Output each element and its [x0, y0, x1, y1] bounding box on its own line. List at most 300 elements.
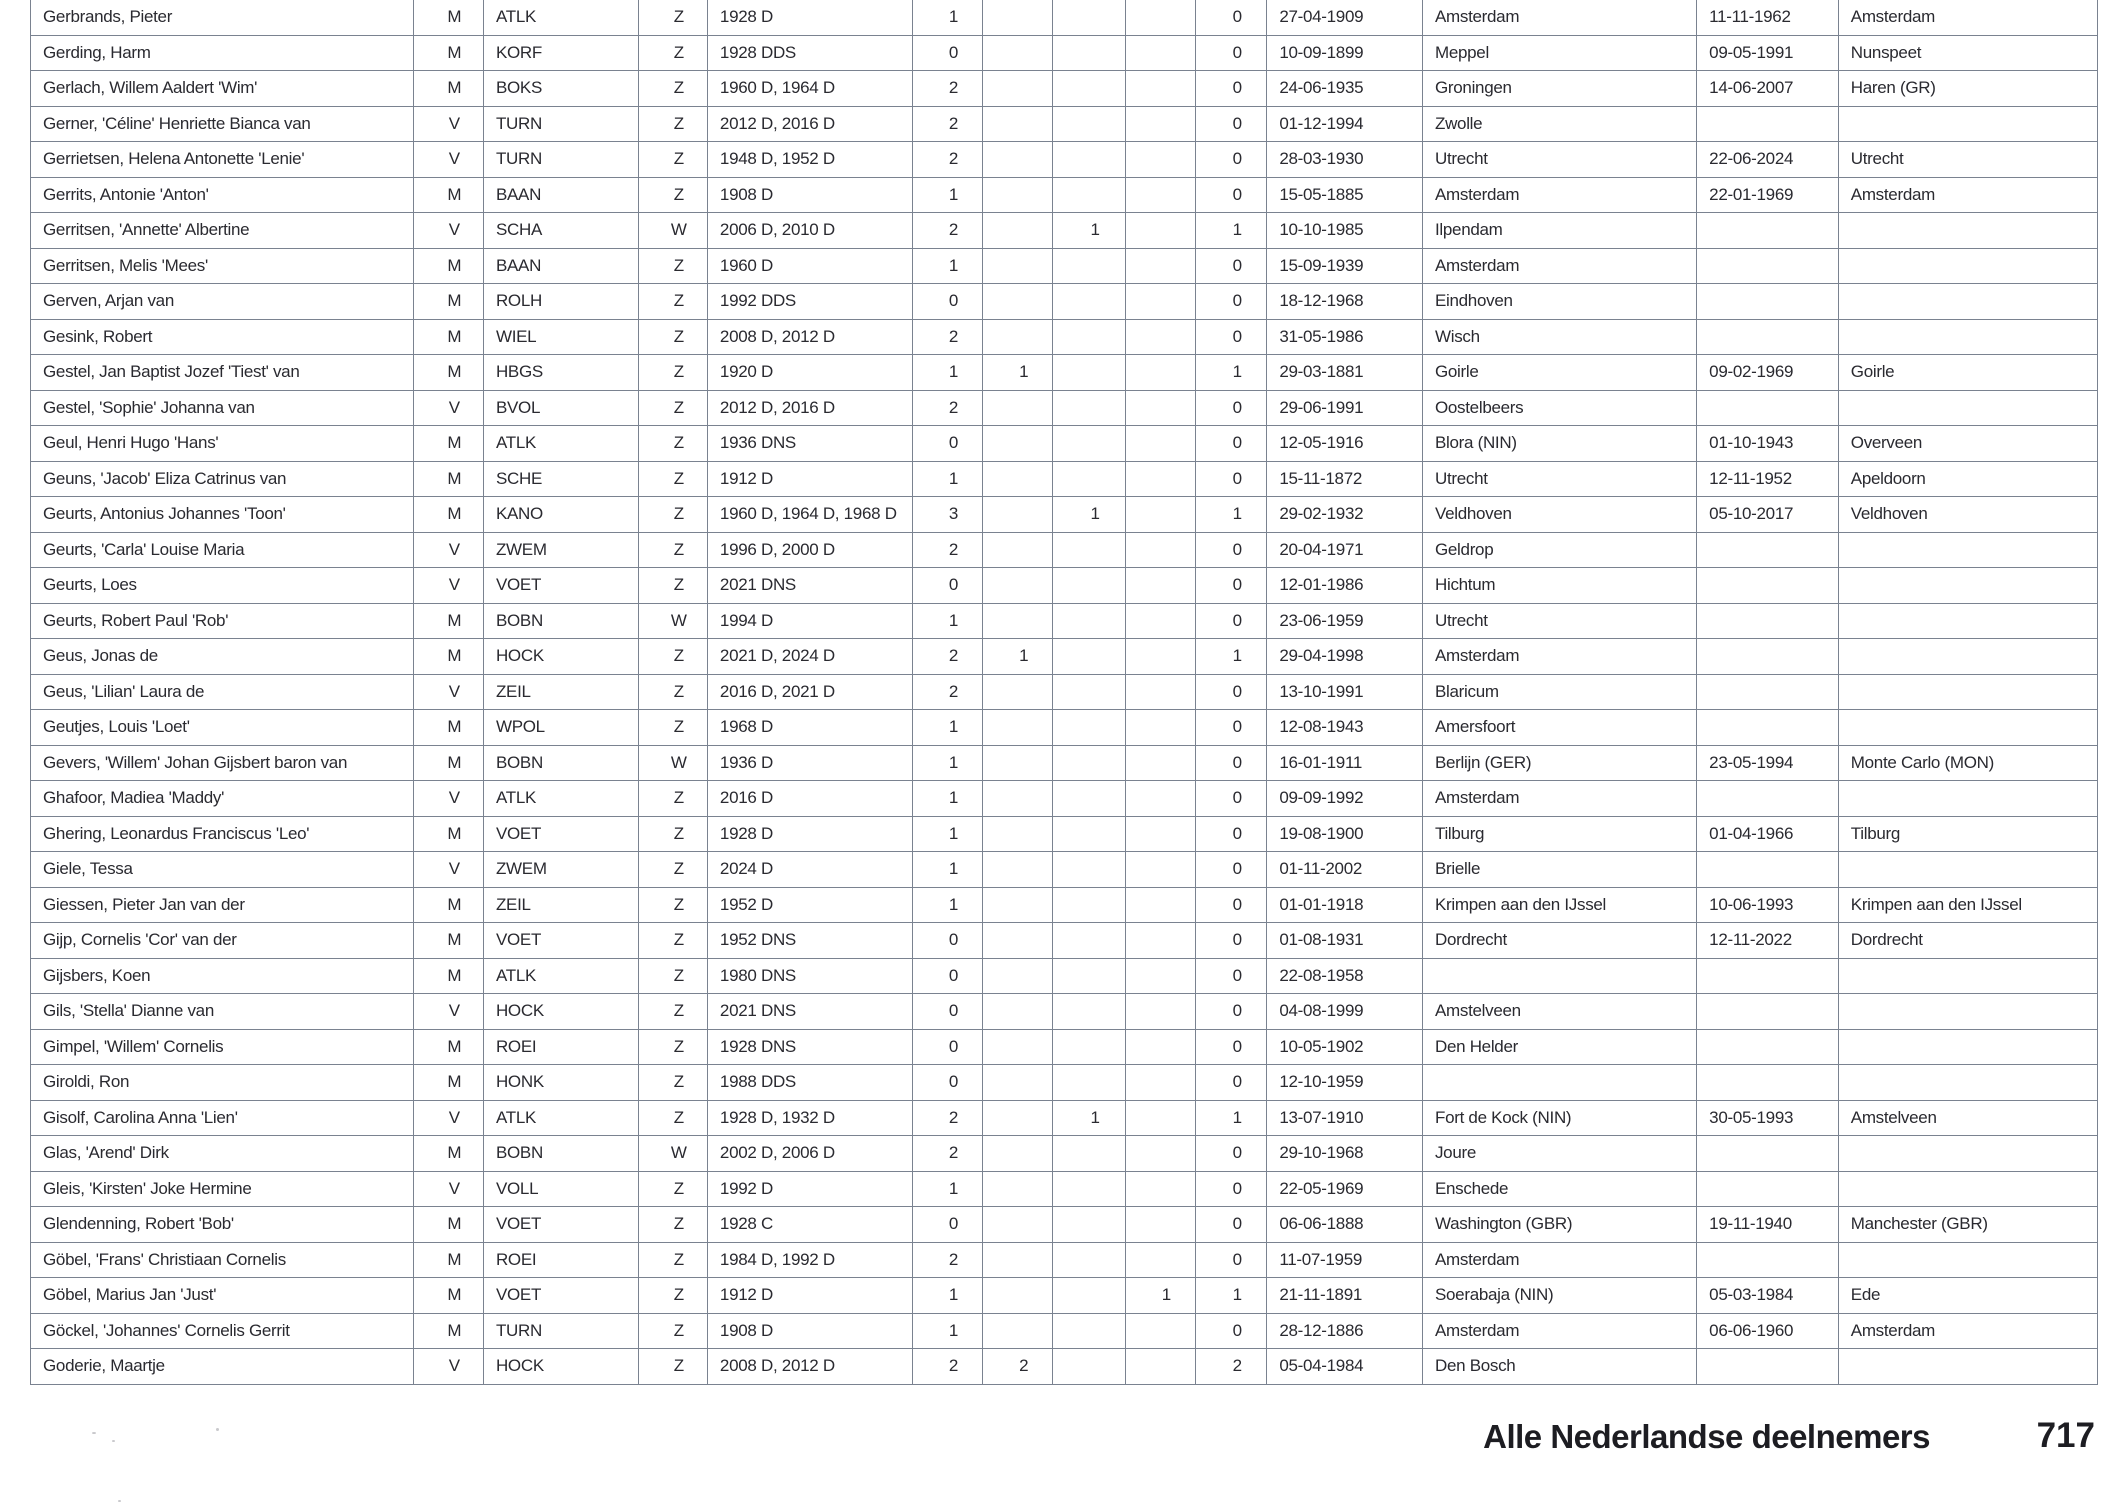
cell-birth-place: Washington (GBR) [1422, 1207, 1696, 1243]
cell-medals-total: 0 [1196, 852, 1267, 888]
cell-games: 2002 D, 2006 D [707, 1136, 912, 1172]
cell-participations: 1 [912, 461, 982, 497]
cell-birth-date: 16-01-1911 [1267, 745, 1423, 781]
cell-birth-date: 24-06-1935 [1267, 71, 1423, 107]
cell-death-date [1697, 568, 1839, 604]
cell-silver [1053, 674, 1125, 710]
cell-games: 2021 D, 2024 D [707, 639, 912, 675]
cell-name: Gijsbers, Koen [31, 958, 414, 994]
cell-silver [1053, 177, 1125, 213]
cell-death-date [1697, 284, 1839, 320]
cell-death-date [1697, 852, 1839, 888]
cell-birth-place: Eindhoven [1422, 284, 1696, 320]
cell-games: 1948 D, 1952 D [707, 142, 912, 178]
cell-silver [1053, 426, 1125, 462]
cell-silver [1053, 1065, 1125, 1101]
cell-birth-date: 10-10-1985 [1267, 213, 1423, 249]
cell-gender: M [413, 355, 483, 391]
cell-death-place [1838, 781, 2097, 817]
footer-section-title: Alle Nederlandse deelnemers [1483, 1418, 1930, 1455]
cell-birth-date: 10-09-1899 [1267, 35, 1423, 71]
cell-participations: 1 [912, 1171, 982, 1207]
cell-season: Z [638, 1065, 707, 1101]
cell-medals-total: 0 [1196, 887, 1267, 923]
cell-silver [1053, 390, 1125, 426]
table-row [31, 852, 2098, 888]
cell-games: 2016 D, 2021 D [707, 674, 912, 710]
cell-medals-total: 0 [1196, 994, 1267, 1030]
table-row [31, 142, 2098, 178]
table-row [31, 994, 2098, 1030]
cell-bronze [1125, 390, 1195, 426]
cell-gender: M [413, 1242, 483, 1278]
cell-season: Z [638, 426, 707, 462]
cell-medals-total: 0 [1196, 1171, 1267, 1207]
table-row [31, 1029, 2098, 1065]
cell-season: Z [638, 142, 707, 178]
cell-participations: 2 [912, 106, 982, 142]
cell-participations: 1 [912, 781, 982, 817]
cell-gender: M [413, 1029, 483, 1065]
cell-name: Geus, Jonas de [31, 639, 414, 675]
cell-name: Gerven, Arjan van [31, 284, 414, 320]
cell-birth-date: 29-03-1881 [1267, 355, 1423, 391]
cell-birth-place: Utrecht [1422, 603, 1696, 639]
cell-gender: M [413, 0, 483, 35]
cell-medals-total: 0 [1196, 248, 1267, 284]
cell-season: Z [638, 461, 707, 497]
cell-medals-total: 0 [1196, 603, 1267, 639]
cell-name: Gerbrands, Pieter [31, 0, 414, 35]
cell-sport: TURN [483, 106, 638, 142]
cell-death-date: 22-01-1969 [1697, 177, 1839, 213]
cell-silver [1053, 1171, 1125, 1207]
cell-death-date [1697, 532, 1839, 568]
cell-birth-date: 28-12-1886 [1267, 1313, 1423, 1349]
table-row [31, 532, 2098, 568]
cell-death-date [1697, 1349, 1839, 1385]
cell-silver [1053, 248, 1125, 284]
cell-gender: M [413, 461, 483, 497]
cell-gold [983, 745, 1053, 781]
table-row [31, 0, 2098, 35]
cell-games: 1994 D [707, 603, 912, 639]
cell-birth-place: Krimpen aan den IJssel [1422, 887, 1696, 923]
cell-birth-place: Amsterdam [1422, 781, 1696, 817]
cell-gold [983, 1278, 1053, 1314]
cell-season: W [638, 603, 707, 639]
cell-death-place [1838, 532, 2097, 568]
cell-medals-total: 0 [1196, 1242, 1267, 1278]
cell-gender: V [413, 1171, 483, 1207]
cell-gender: M [413, 35, 483, 71]
cell-birth-place: Dordrecht [1422, 923, 1696, 959]
cell-season: Z [638, 852, 707, 888]
cell-games: 1928 D, 1932 D [707, 1100, 912, 1136]
cell-sport: VOET [483, 816, 638, 852]
cell-silver [1053, 852, 1125, 888]
cell-birth-place: Utrecht [1422, 461, 1696, 497]
cell-death-date [1697, 1136, 1839, 1172]
cell-gender: V [413, 532, 483, 568]
cell-gender: M [413, 284, 483, 320]
cell-silver [1053, 1349, 1125, 1385]
cell-gender: M [413, 745, 483, 781]
cell-bronze: 1 [1125, 1278, 1195, 1314]
cell-gold [983, 994, 1053, 1030]
cell-participations: 0 [912, 426, 982, 462]
page-number: 717 [2036, 1416, 2095, 1455]
cell-birth-place: Utrecht [1422, 142, 1696, 178]
cell-games: 2012 D, 2016 D [707, 390, 912, 426]
cell-games: 1928 D [707, 816, 912, 852]
cell-birth-date: 09-09-1992 [1267, 781, 1423, 817]
cell-sport: VOET [483, 1207, 638, 1243]
cell-silver [1053, 106, 1125, 142]
cell-bronze [1125, 1029, 1195, 1065]
cell-death-place: Utrecht [1838, 142, 2097, 178]
cell-gender: V [413, 1349, 483, 1385]
cell-gender: M [413, 1313, 483, 1349]
cell-birth-date: 29-10-1968 [1267, 1136, 1423, 1172]
cell-silver [1053, 745, 1125, 781]
cell-participations: 1 [912, 603, 982, 639]
cell-gold [983, 852, 1053, 888]
cell-death-date [1697, 710, 1839, 746]
cell-medals-total: 0 [1196, 923, 1267, 959]
scan-speck [216, 1428, 219, 1431]
cell-medals-total: 0 [1196, 745, 1267, 781]
cell-gold [983, 106, 1053, 142]
cell-birth-date: 12-05-1916 [1267, 426, 1423, 462]
cell-birth-place [1422, 1065, 1696, 1101]
cell-birth-date: 21-11-1891 [1267, 1278, 1423, 1314]
cell-death-date: 11-11-1962 [1697, 0, 1839, 35]
cell-medals-total: 0 [1196, 426, 1267, 462]
cell-season: Z [638, 1313, 707, 1349]
cell-name: Glendenning, Robert 'Bob' [31, 1207, 414, 1243]
cell-name: Ghafoor, Madiea 'Maddy' [31, 781, 414, 817]
cell-medals-total: 0 [1196, 1207, 1267, 1243]
cell-name: Gerding, Harm [31, 35, 414, 71]
cell-games: 1992 D [707, 1171, 912, 1207]
cell-gold [983, 958, 1053, 994]
cell-sport: SCHE [483, 461, 638, 497]
table-row [31, 639, 2098, 675]
cell-medals-total: 2 [1196, 1349, 1267, 1385]
cell-birth-place: Den Bosch [1422, 1349, 1696, 1385]
cell-name: Geul, Henri Hugo 'Hans' [31, 426, 414, 462]
table-row [31, 1349, 2098, 1385]
cell-medals-total: 0 [1196, 390, 1267, 426]
cell-sport: WPOL [483, 710, 638, 746]
cell-death-place [1838, 603, 2097, 639]
cell-gender: M [413, 319, 483, 355]
cell-gold [983, 71, 1053, 107]
table-row [31, 213, 2098, 249]
cell-silver [1053, 1278, 1125, 1314]
cell-death-date: 05-10-2017 [1697, 497, 1839, 533]
cell-games: 2016 D [707, 781, 912, 817]
cell-birth-date: 18-12-1968 [1267, 284, 1423, 320]
cell-games: 1928 D [707, 0, 912, 35]
cell-birth-place: Veldhoven [1422, 497, 1696, 533]
cell-death-place [1838, 674, 2097, 710]
cell-participations: 0 [912, 994, 982, 1030]
cell-medals-total: 0 [1196, 1029, 1267, 1065]
cell-death-date: 22-06-2024 [1697, 142, 1839, 178]
table-row [31, 426, 2098, 462]
cell-birth-place: Brielle [1422, 852, 1696, 888]
cell-gold [983, 142, 1053, 178]
cell-season: Z [638, 1349, 707, 1385]
cell-death-place [1838, 248, 2097, 284]
cell-death-place: Krimpen aan den IJssel [1838, 887, 2097, 923]
cell-medals-total: 0 [1196, 142, 1267, 178]
cell-sport: ZWEM [483, 532, 638, 568]
cell-bronze [1125, 355, 1195, 391]
cell-death-date: 06-06-1960 [1697, 1313, 1839, 1349]
cell-season: Z [638, 1029, 707, 1065]
cell-birth-place: Amsterdam [1422, 248, 1696, 284]
cell-name: Gerlach, Willem Aaldert 'Wim' [31, 71, 414, 107]
cell-medals-total: 0 [1196, 71, 1267, 107]
cell-season: Z [638, 106, 707, 142]
cell-bronze [1125, 532, 1195, 568]
table-row [31, 781, 2098, 817]
cell-medals-total: 0 [1196, 816, 1267, 852]
cell-medals-total: 0 [1196, 532, 1267, 568]
cell-gold [983, 1136, 1053, 1172]
cell-gold [983, 1065, 1053, 1101]
cell-games: 2021 DNS [707, 994, 912, 1030]
cell-sport: ZWEM [483, 852, 638, 888]
cell-death-date [1697, 390, 1839, 426]
cell-birth-place: Wisch [1422, 319, 1696, 355]
cell-participations: 2 [912, 319, 982, 355]
cell-gold [983, 532, 1053, 568]
cell-sport: ATLK [483, 958, 638, 994]
cell-birth-date: 12-08-1943 [1267, 710, 1423, 746]
cell-silver [1053, 781, 1125, 817]
scan-speck [92, 1432, 96, 1434]
cell-games: 1992 DDS [707, 284, 912, 320]
cell-sport: VOLL [483, 1171, 638, 1207]
cell-birth-date: 22-05-1969 [1267, 1171, 1423, 1207]
cell-gender: M [413, 923, 483, 959]
cell-name: Ghering, Leonardus Franciscus 'Leo' [31, 816, 414, 852]
cell-death-place [1838, 1029, 2097, 1065]
cell-sport: VOET [483, 568, 638, 604]
cell-bronze [1125, 639, 1195, 675]
table-row [31, 461, 2098, 497]
cell-bronze [1125, 1100, 1195, 1136]
table-row [31, 248, 2098, 284]
cell-death-date [1697, 248, 1839, 284]
cell-season: Z [638, 923, 707, 959]
cell-gold [983, 426, 1053, 462]
cell-medals-total: 0 [1196, 568, 1267, 604]
cell-death-date [1697, 1171, 1839, 1207]
cell-medals-total: 1 [1196, 213, 1267, 249]
cell-games: 1980 DNS [707, 958, 912, 994]
cell-birth-place: Joure [1422, 1136, 1696, 1172]
scan-speck [112, 1440, 115, 1442]
scan-speck [118, 1500, 121, 1502]
table-row [31, 319, 2098, 355]
cell-birth-date: 15-09-1939 [1267, 248, 1423, 284]
cell-death-place: Haren (GR) [1838, 71, 2097, 107]
cell-birth-date: 29-06-1991 [1267, 390, 1423, 426]
cell-gender: V [413, 142, 483, 178]
cell-birth-place: Amsterdam [1422, 177, 1696, 213]
cell-season: Z [638, 390, 707, 426]
cell-silver: 1 [1053, 1100, 1125, 1136]
table-row [31, 355, 2098, 391]
cell-participations: 2 [912, 674, 982, 710]
cell-birth-date: 27-04-1909 [1267, 0, 1423, 35]
cell-games: 1960 D, 1964 D [707, 71, 912, 107]
cell-participations: 2 [912, 1349, 982, 1385]
cell-death-date: 23-05-1994 [1697, 745, 1839, 781]
cell-participations: 1 [912, 177, 982, 213]
cell-birth-date: 12-01-1986 [1267, 568, 1423, 604]
cell-gold [983, 1242, 1053, 1278]
cell-season: Z [638, 355, 707, 391]
cell-participations: 2 [912, 639, 982, 675]
cell-death-place: Overveen [1838, 426, 2097, 462]
cell-death-place [1838, 1065, 2097, 1101]
cell-death-place: Manchester (GBR) [1838, 1207, 2097, 1243]
cell-participations: 1 [912, 355, 982, 391]
table-row [31, 497, 2098, 533]
cell-death-place: Ede [1838, 1278, 2097, 1314]
cell-death-place [1838, 1171, 2097, 1207]
cell-participations: 1 [912, 816, 982, 852]
cell-birth-place: Fort de Kock (NIN) [1422, 1100, 1696, 1136]
cell-name: Göbel, Marius Jan 'Just' [31, 1278, 414, 1314]
cell-name: Geuns, 'Jacob' Eliza Catrinus van [31, 461, 414, 497]
cell-silver [1053, 284, 1125, 320]
cell-birth-place: Hichtum [1422, 568, 1696, 604]
participants-table [30, 0, 2098, 1385]
cell-games: 2008 D, 2012 D [707, 319, 912, 355]
cell-bronze [1125, 745, 1195, 781]
cell-sport: ZEIL [483, 887, 638, 923]
cell-silver [1053, 994, 1125, 1030]
table-row [31, 958, 2098, 994]
table-row [31, 887, 2098, 923]
table-row [31, 923, 2098, 959]
table-row [31, 390, 2098, 426]
cell-name: Göbel, 'Frans' Christiaan Cornelis [31, 1242, 414, 1278]
cell-gold [983, 603, 1053, 639]
cell-medals-total: 0 [1196, 958, 1267, 994]
cell-participations: 0 [912, 568, 982, 604]
cell-gold [983, 1029, 1053, 1065]
cell-bronze [1125, 781, 1195, 817]
cell-silver [1053, 0, 1125, 35]
cell-bronze [1125, 1242, 1195, 1278]
cell-sport: KANO [483, 497, 638, 533]
cell-gold: 1 [983, 639, 1053, 675]
cell-participations: 2 [912, 213, 982, 249]
cell-birth-date: 23-06-1959 [1267, 603, 1423, 639]
cell-season: Z [638, 958, 707, 994]
cell-gender: V [413, 994, 483, 1030]
cell-silver [1053, 887, 1125, 923]
cell-silver [1053, 1313, 1125, 1349]
cell-bronze [1125, 213, 1195, 249]
cell-death-place [1838, 1349, 2097, 1385]
table-row [31, 674, 2098, 710]
table-row [31, 710, 2098, 746]
cell-medals-total: 1 [1196, 497, 1267, 533]
cell-silver [1053, 461, 1125, 497]
cell-bronze [1125, 177, 1195, 213]
cell-sport: ROEI [483, 1029, 638, 1065]
cell-name: Glas, 'Arend' Dirk [31, 1136, 414, 1172]
cell-sport: HOCK [483, 639, 638, 675]
cell-death-date [1697, 639, 1839, 675]
cell-silver [1053, 1207, 1125, 1243]
cell-season: Z [638, 532, 707, 568]
cell-participations: 1 [912, 1313, 982, 1349]
cell-bronze [1125, 568, 1195, 604]
cell-medals-total: 0 [1196, 461, 1267, 497]
cell-birth-place: Amsterdam [1422, 1313, 1696, 1349]
cell-silver: 1 [1053, 497, 1125, 533]
cell-participations: 2 [912, 71, 982, 107]
cell-sport: VOET [483, 1278, 638, 1314]
cell-gender: M [413, 816, 483, 852]
table-row [31, 1313, 2098, 1349]
table-row [31, 1207, 2098, 1243]
cell-sport: TURN [483, 1313, 638, 1349]
cell-season: Z [638, 816, 707, 852]
cell-name: Gerrits, Antonie 'Anton' [31, 177, 414, 213]
cell-birth-place: Oostelbeers [1422, 390, 1696, 426]
cell-death-place [1838, 852, 2097, 888]
cell-silver [1053, 639, 1125, 675]
cell-death-place [1838, 390, 2097, 426]
cell-sport: WIEL [483, 319, 638, 355]
cell-name: Geurts, Antonius Johannes 'Toon' [31, 497, 414, 533]
cell-name: Göckel, 'Johannes' Cornelis Gerrit [31, 1313, 414, 1349]
cell-participations: 2 [912, 1136, 982, 1172]
cell-games: 2024 D [707, 852, 912, 888]
cell-name: Gimpel, 'Willem' Cornelis [31, 1029, 414, 1065]
cell-games: 1988 DDS [707, 1065, 912, 1101]
cell-medals-total: 0 [1196, 1136, 1267, 1172]
cell-season: Z [638, 1242, 707, 1278]
cell-name: Gevers, 'Willem' Johan Gijsbert baron van [31, 745, 414, 781]
cell-birth-place: Geldrop [1422, 532, 1696, 568]
cell-bronze [1125, 142, 1195, 178]
cell-gold [983, 213, 1053, 249]
cell-bronze [1125, 248, 1195, 284]
cell-gold [983, 0, 1053, 35]
cell-birth-place: Soerabaja (NIN) [1422, 1278, 1696, 1314]
cell-bronze [1125, 106, 1195, 142]
cell-bronze [1125, 674, 1195, 710]
cell-bronze [1125, 35, 1195, 71]
cell-gold [983, 461, 1053, 497]
cell-participations: 0 [912, 284, 982, 320]
cell-birth-place: Meppel [1422, 35, 1696, 71]
cell-medals-total: 1 [1196, 639, 1267, 675]
cell-season: Z [638, 1171, 707, 1207]
